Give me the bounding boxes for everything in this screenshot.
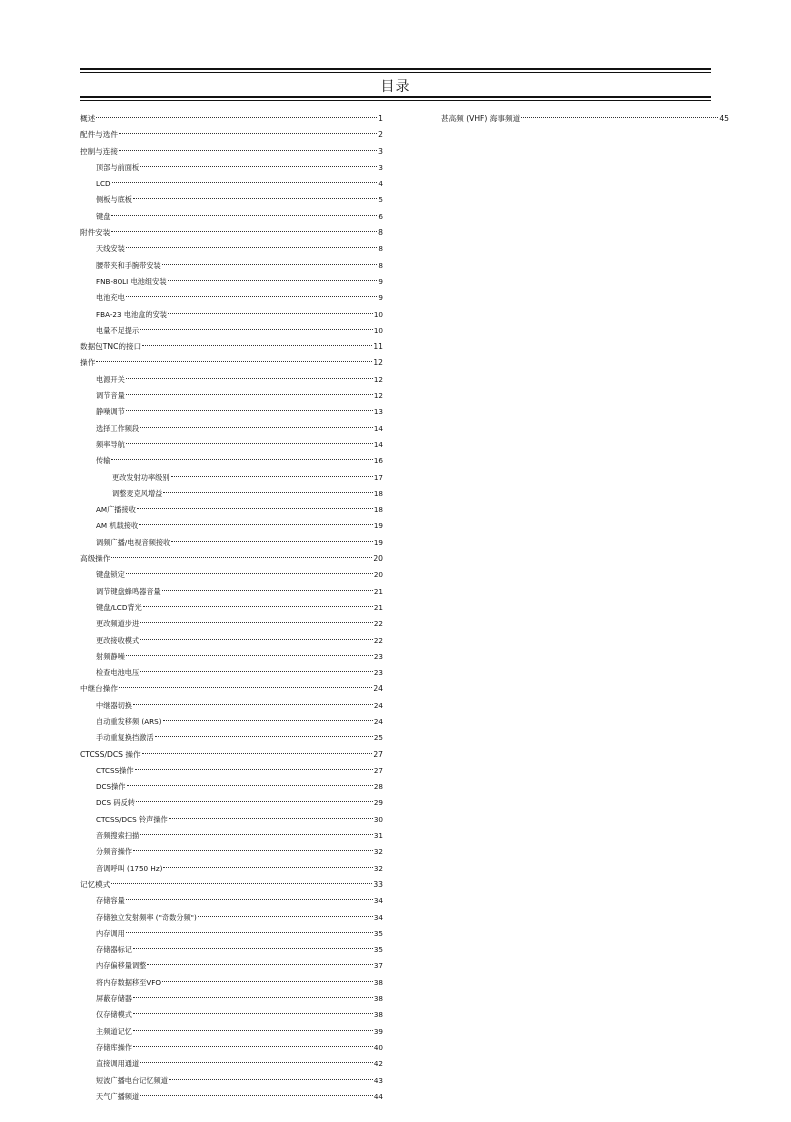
dot-leader xyxy=(135,769,373,770)
dot-leader xyxy=(143,606,373,607)
toc-entry-page: 8 xyxy=(378,260,383,270)
toc-entry[interactable] xyxy=(80,584,383,600)
toc-entry-page: 9 xyxy=(378,293,383,303)
toc-entry[interactable] xyxy=(80,730,383,746)
toc-entry-page: 5 xyxy=(378,195,383,205)
toc-entry-page: 23 xyxy=(373,651,383,661)
toc-entry-label: FNB-80LI 电池组安装 xyxy=(96,276,167,286)
toc-entry-page: 34 xyxy=(373,896,383,906)
toc-entry-page: 12 xyxy=(373,391,383,401)
dot-leader xyxy=(142,753,373,754)
dot-leader xyxy=(126,899,373,900)
toc-entry-page: 6 xyxy=(378,211,383,221)
toc-entry-page: 1 xyxy=(378,114,383,123)
toc-left-column xyxy=(80,111,383,1105)
dot-leader xyxy=(162,264,378,265)
toc-entry[interactable] xyxy=(80,877,383,893)
toc-entry-page: 38 xyxy=(373,994,383,1004)
toc-entry-page: 16 xyxy=(373,456,383,466)
toc-entry-label: 概述 xyxy=(80,114,96,123)
toc-entry[interactable] xyxy=(80,355,383,371)
toc-entry[interactable] xyxy=(80,681,383,697)
dot-leader xyxy=(111,557,372,558)
toc-entry-label: CTCSS/DCS 操作 xyxy=(80,749,141,759)
title-rule xyxy=(80,96,711,98)
dot-leader xyxy=(126,394,373,395)
toc-entry-label: DCS 码反转 xyxy=(96,798,135,808)
dot-leader xyxy=(521,117,718,118)
toc-entry[interactable] xyxy=(80,144,383,160)
toc-entry-label: 调整麦克风增益 xyxy=(112,488,163,498)
toc-entry-page: 31 xyxy=(373,831,383,841)
toc-entry-page: 38 xyxy=(373,1010,383,1020)
toc-entry-label: 将内存数据移至VFO xyxy=(96,977,162,987)
toc-entry-label: 调节键盘蜂鸣器音量 xyxy=(96,586,161,596)
dot-leader xyxy=(133,1030,373,1031)
toc-entry-page: 35 xyxy=(373,945,383,955)
toc-entry[interactable] xyxy=(80,926,383,942)
toc-entry-label: 配件与选件 xyxy=(80,130,118,140)
toc-entry[interactable] xyxy=(80,942,383,958)
toc-entry-label: 仅存储模式 xyxy=(96,1010,132,1020)
toc-entry-page: 8 xyxy=(378,228,383,238)
toc-entry-label: AM广播接收 xyxy=(96,505,136,515)
toc-entry-page: 22 xyxy=(373,619,383,629)
toc-entry-label: 控制与连接 xyxy=(80,146,118,156)
toc-entry-label: 更改发射功率级别 xyxy=(112,472,170,482)
dot-leader xyxy=(171,476,373,477)
toc-entry-page: 4 xyxy=(378,179,383,189)
toc-entry-label: 分频音操作 xyxy=(96,847,132,857)
toc-entry-page: 33 xyxy=(373,879,383,889)
toc-entry-page: 23 xyxy=(373,668,383,678)
toc-entry-page: 35 xyxy=(373,928,383,938)
toc-entry-label: 腰带夹和手腕带安装 xyxy=(96,260,161,270)
toc-entry-label: 传输 xyxy=(96,456,111,466)
toc-entry-label: DCS操作 xyxy=(96,782,126,792)
toc-entry-label: AM 机载接收 xyxy=(96,521,139,531)
toc-entry[interactable] xyxy=(80,404,383,420)
toc-entry-label: 音频搜索扫描 xyxy=(96,831,140,841)
toc-entry-label: 存储器标记 xyxy=(96,945,132,955)
toc-entry[interactable] xyxy=(80,1073,383,1089)
toc-entry-label: 记忆模式 xyxy=(80,879,111,889)
toc-entry[interactable] xyxy=(80,828,383,844)
toc-entry-label: LCD xyxy=(96,179,111,189)
toc-entry-page: 10 xyxy=(373,309,383,319)
toc-entry-page: 29 xyxy=(373,798,383,808)
toc-entry-page: 42 xyxy=(373,1059,383,1069)
toc-entry-label: 内存调用 xyxy=(96,928,125,938)
dot-leader xyxy=(140,427,373,428)
dot-leader xyxy=(168,313,373,314)
toc-entry[interactable] xyxy=(80,958,383,974)
dot-leader xyxy=(136,801,373,802)
toc-entry[interactable] xyxy=(80,535,383,551)
toc-entry-label: CTCSS操作 xyxy=(96,765,134,775)
toc-entry-page: 39 xyxy=(373,1026,383,1036)
toc-entry-label: 键盘 xyxy=(96,211,111,221)
toc-entry-label: 键盘锁定 xyxy=(96,570,125,580)
dot-leader xyxy=(119,687,372,688)
dot-leader xyxy=(155,736,373,737)
dot-leader xyxy=(162,590,373,591)
dot-leader xyxy=(119,150,377,151)
dot-leader xyxy=(133,948,373,949)
toc-entry[interactable] xyxy=(80,225,383,241)
toc-entry-page: 30 xyxy=(373,814,383,824)
toc-entry-page: 12 xyxy=(373,374,383,384)
dot-leader xyxy=(137,508,373,509)
dot-leader xyxy=(140,834,373,835)
dot-leader xyxy=(126,410,373,411)
dot-leader xyxy=(169,1079,373,1080)
toc-entry-label: 侧板与底板 xyxy=(96,195,132,205)
toc-entry-label: 电池充电 xyxy=(96,293,125,303)
toc-entry[interactable] xyxy=(80,747,383,763)
toc-entry-page: 8 xyxy=(378,244,383,254)
dot-leader xyxy=(111,215,377,216)
toc-entry[interactable] xyxy=(80,975,383,991)
toc-entry-label: 中继器切换 xyxy=(96,700,132,710)
dot-leader xyxy=(133,1046,373,1047)
toc-entry-label: 键盘/LCD背光 xyxy=(96,602,142,612)
toc-entry-label: 更改接收模式 xyxy=(96,635,140,645)
dot-leader xyxy=(140,671,373,672)
toc-entry-label: 甚高频 (VHF) 海事频道 xyxy=(441,114,521,123)
toc-entry[interactable] xyxy=(80,551,383,567)
toc-entry-page: 18 xyxy=(373,488,383,498)
toc-entry[interactable] xyxy=(80,698,383,714)
toc-entry-label: 屏蔽存储器 xyxy=(96,994,132,1004)
toc-entry[interactable] xyxy=(80,241,383,257)
toc-entry-label: 中继台操作 xyxy=(80,684,118,694)
toc-entry[interactable] xyxy=(80,1089,383,1105)
toc-entry-page: 44 xyxy=(373,1091,383,1101)
toc-entry[interactable] xyxy=(80,567,383,583)
toc-entry[interactable] xyxy=(80,176,383,192)
toc-entry[interactable] xyxy=(80,795,383,811)
toc-entry-label: 顶部与前面板 xyxy=(96,162,140,172)
toc-entry-page: 40 xyxy=(373,1042,383,1052)
toc-entry-label: FBA-23 电池盒的安装 xyxy=(96,309,167,319)
toc-entry-page: 19 xyxy=(373,521,383,531)
toc-entry-label: 存储容量 xyxy=(96,896,125,906)
toc-entry-label: 检查电池电压 xyxy=(96,668,140,678)
toc-entry-label: 手动重复换挡激活 xyxy=(96,733,154,743)
toc-entry-label: 电源开关 xyxy=(96,374,125,384)
dot-leader xyxy=(126,932,373,933)
toc-entry-page: 11 xyxy=(373,342,383,352)
toc-entry-label: 音调呼叫 (1750 Hz) xyxy=(96,863,163,873)
dot-leader xyxy=(126,378,373,379)
toc-entry-page: 18 xyxy=(373,505,383,515)
dot-leader xyxy=(168,280,378,281)
toc-entry[interactable] xyxy=(80,160,383,176)
toc-entry[interactable] xyxy=(80,127,383,143)
toc-entry[interactable] xyxy=(441,111,729,127)
dot-leader xyxy=(126,443,373,444)
toc-entry[interactable] xyxy=(80,1056,383,1072)
toc-entry[interactable] xyxy=(80,616,383,632)
toc-entry[interactable] xyxy=(80,502,383,518)
toc-entry-page: 28 xyxy=(373,782,383,792)
toc-entry-label: 存储独立发射频率 ("奇数分频") xyxy=(96,912,197,922)
toc-entry-label: 数据包TNC的接口 xyxy=(80,342,142,352)
toc-entry[interactable] xyxy=(80,779,383,795)
toc-entry[interactable] xyxy=(80,633,383,649)
toc-entry-page: 38 xyxy=(373,977,383,987)
toc-entry-page: 14 xyxy=(373,423,383,433)
toc-entry-page: 37 xyxy=(373,961,383,971)
toc-entry-page: 14 xyxy=(373,439,383,449)
toc-entry-page: 3 xyxy=(378,162,383,172)
dot-leader xyxy=(140,1062,373,1063)
dot-leader xyxy=(162,981,373,982)
dot-leader xyxy=(111,231,377,232)
toc-entry-page: 32 xyxy=(373,863,383,873)
toc-entry-page: 24 xyxy=(373,700,383,710)
toc-entry[interactable] xyxy=(80,1024,383,1040)
page-title: 目录 xyxy=(380,79,411,95)
toc-entry-label: 调节音量 xyxy=(96,391,125,401)
dot-leader xyxy=(163,492,373,493)
toc-entry[interactable] xyxy=(80,437,383,453)
toc-entry[interactable] xyxy=(80,844,383,860)
toc-entry[interactable] xyxy=(80,323,383,339)
dot-leader xyxy=(133,997,373,998)
toc-entry[interactable] xyxy=(80,812,383,828)
toc-entry[interactable] xyxy=(80,388,383,404)
toc-entry[interactable] xyxy=(80,518,383,534)
dot-leader xyxy=(133,704,373,705)
toc-right-column xyxy=(441,111,729,127)
dot-leader xyxy=(127,785,373,786)
dot-leader xyxy=(163,720,373,721)
toc-entry[interactable] xyxy=(80,307,383,323)
toc-entry-label: 直接调用通道 xyxy=(96,1059,140,1069)
dot-leader xyxy=(140,329,373,330)
toc-entry-page: 13 xyxy=(373,407,383,417)
toc-entry[interactable] xyxy=(80,665,383,681)
toc-entry-page: 17 xyxy=(373,472,383,482)
toc-entry[interactable] xyxy=(80,1040,383,1056)
dot-leader xyxy=(96,361,372,362)
dot-leader xyxy=(140,166,377,167)
toc-entry-label: 电量不足提示 xyxy=(96,325,140,335)
toc-entry[interactable] xyxy=(80,1007,383,1023)
dot-leader xyxy=(126,573,373,574)
dot-leader xyxy=(169,818,373,819)
dot-leader xyxy=(119,133,377,134)
toc-entry[interactable] xyxy=(80,486,383,502)
dot-leader xyxy=(96,117,377,118)
toc-entry-page: 21 xyxy=(373,586,383,596)
toc-entry-page: 24 xyxy=(373,684,383,694)
toc-entry[interactable] xyxy=(80,421,383,437)
dot-leader xyxy=(126,655,373,656)
dot-leader xyxy=(198,916,373,917)
dot-leader xyxy=(111,459,372,460)
toc-entry[interactable] xyxy=(80,893,383,909)
toc-entry[interactable] xyxy=(80,470,383,486)
toc-entry[interactable] xyxy=(80,714,383,730)
toc-entry-label: CTCSS/DCS 铃声操作 xyxy=(96,814,168,824)
dot-leader xyxy=(139,524,373,525)
toc-entry-page: 12 xyxy=(373,358,383,368)
dot-leader xyxy=(147,964,373,965)
dot-leader xyxy=(126,247,378,248)
toc-entry-label: 天线安装 xyxy=(96,244,125,254)
toc-entry[interactable] xyxy=(80,274,383,290)
toc-entry-page: 43 xyxy=(373,1075,383,1085)
toc-entry-page: 25 xyxy=(373,733,383,743)
toc-entry[interactable] xyxy=(80,339,383,355)
toc-entry-label: 调频广播/电视音频接收 xyxy=(96,537,171,547)
toc-entry-label: 附件安装 xyxy=(80,228,111,238)
title-rule-thin xyxy=(80,100,711,101)
dot-leader xyxy=(140,1095,373,1096)
toc-entry-label: 存储库操作 xyxy=(96,1042,132,1052)
toc-entry-page: 22 xyxy=(373,635,383,645)
dot-leader xyxy=(140,639,373,640)
dot-leader xyxy=(133,850,373,851)
dot-leader xyxy=(133,1013,373,1014)
toc-entry-page: 45 xyxy=(719,114,729,123)
toc-entry[interactable] xyxy=(80,600,383,616)
toc-entry-label: 短波广播电台记忆频道 xyxy=(96,1075,168,1085)
toc-entry-page: 32 xyxy=(373,847,383,857)
toc-entry-page: 27 xyxy=(373,749,383,759)
toc-entry[interactable] xyxy=(80,258,383,274)
toc-entry-page: 34 xyxy=(373,912,383,922)
toc-entry[interactable] xyxy=(80,111,383,127)
toc-entry-label: 操作 xyxy=(80,358,96,368)
toc-entry[interactable] xyxy=(80,372,383,388)
dot-leader xyxy=(112,182,378,183)
toc-entry-label: 静噪调节 xyxy=(96,407,125,417)
dot-leader xyxy=(140,622,373,623)
top-rule xyxy=(80,68,711,70)
toc-entry-page: 2 xyxy=(378,130,383,140)
toc-entry-page: 21 xyxy=(373,602,383,612)
toc-entry-label: 更改频道步进 xyxy=(96,619,140,629)
toc-entry[interactable] xyxy=(80,209,383,225)
toc-entry-page: 24 xyxy=(373,716,383,726)
toc-entry[interactable] xyxy=(80,861,383,877)
toc-entry[interactable] xyxy=(80,910,383,926)
toc-entry-label: 主频道记忆 xyxy=(96,1026,132,1036)
toc-entry[interactable] xyxy=(80,649,383,665)
toc-entry-page: 20 xyxy=(373,570,383,580)
dot-leader xyxy=(163,867,372,868)
dot-leader xyxy=(133,198,377,199)
toc-entry[interactable] xyxy=(80,290,383,306)
toc-entry-label: 高级操作 xyxy=(80,554,111,564)
dot-leader xyxy=(142,345,372,346)
toc-entry-page: 9 xyxy=(378,276,383,286)
toc-entry-label: 天气广播频道 xyxy=(96,1091,140,1101)
toc-entry[interactable] xyxy=(80,453,383,469)
toc-entry-label: 选择工作频段 xyxy=(96,423,140,433)
toc-entry-label: 频率导航 xyxy=(96,439,125,449)
dot-leader xyxy=(126,296,378,297)
toc-entry-page: 10 xyxy=(373,325,383,335)
toc-entry[interactable] xyxy=(80,192,383,208)
toc-entry-page: 27 xyxy=(373,765,383,775)
toc-entry-page: 19 xyxy=(373,537,383,547)
toc-entry-label: 射频静噪 xyxy=(96,651,125,661)
toc-entry[interactable] xyxy=(80,991,383,1007)
toc-entry-page: 20 xyxy=(373,554,383,564)
top-rule-thin xyxy=(80,72,711,73)
toc-entry-page: 3 xyxy=(378,146,383,156)
toc-entry-label: 内存偏移量调整 xyxy=(96,961,147,971)
dot-leader xyxy=(111,883,372,884)
dot-leader xyxy=(171,541,373,542)
toc-entry[interactable] xyxy=(80,763,383,779)
toc-entry-label: 自动重发移频 (ARS) xyxy=(96,716,162,726)
